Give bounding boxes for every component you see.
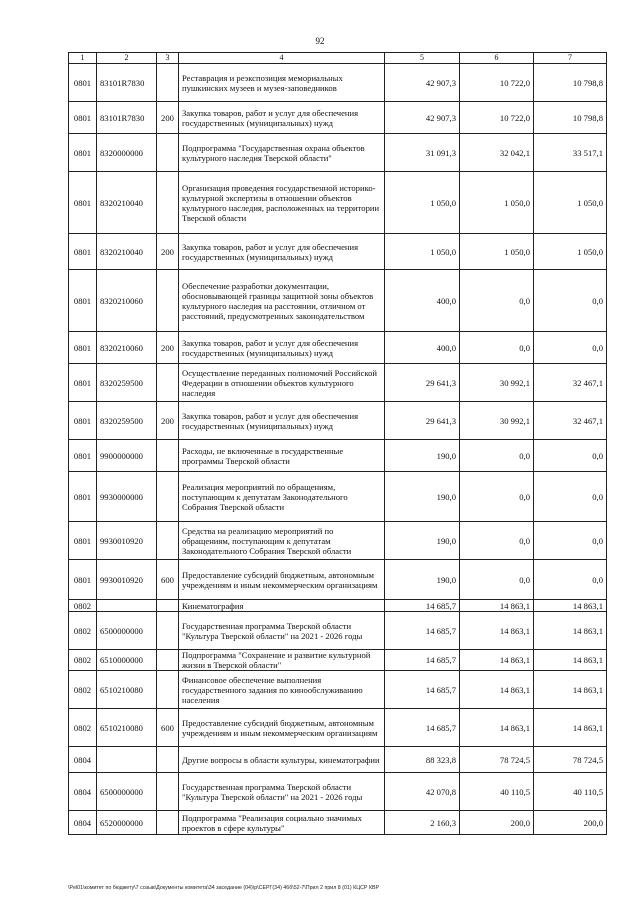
cell-amount-2: 1 050,0: [460, 234, 534, 270]
cell-amount-1: 42 907,3: [385, 64, 460, 102]
cell-expense-type: [157, 440, 179, 472]
cell-amount-2: 0,0: [460, 560, 534, 600]
cell-expense-type: [157, 522, 179, 560]
cell-expense-type: 600: [157, 560, 179, 600]
cell-description: Организация проведения государственной историко-культурной экспертизы в отношении объектов культурного наследия, расположенных на территории Тверской области: [179, 172, 385, 234]
cell-expense-type: [157, 747, 179, 773]
cell-description: Предоставление субсидий бюджетным, автономным учреждениям и иным некоммерческим организациям: [179, 560, 385, 600]
cell-description: Средства на реализацию мероприятий по обращениям, поступающим к депутатам Законодательного Собрания Тверской области: [179, 522, 385, 560]
cell-amount-3: 10 798,8: [534, 102, 607, 134]
cell-amount-1: 29 641,3: [385, 364, 460, 402]
cell-description: Финансовое обеспечение выполнения государственного задания по кинообслуживанию населения: [179, 671, 385, 709]
cell-amount-1: 14 685,7: [385, 671, 460, 709]
cell-amount-3: 0,0: [534, 560, 607, 600]
cell-amount-1: 14 685,7: [385, 612, 460, 650]
cell-section: 0801: [69, 440, 97, 472]
cell-amount-2: 200,0: [460, 811, 534, 835]
table-row: [69, 102, 607, 134]
cell-target-code: 8320259500: [97, 402, 157, 440]
table-row: [69, 747, 607, 773]
cell-section: 0801: [69, 332, 97, 364]
cell-target-code: [97, 747, 157, 773]
cell-amount-2: 0,0: [460, 472, 534, 522]
table-row: [69, 440, 607, 472]
cell-section: 0802: [69, 612, 97, 650]
cell-description: Реставрация и реэкспозиция мемориальных пушкинских музеев и музея-заповедников: [179, 64, 385, 102]
cell-section: 0801: [69, 172, 97, 234]
table-row: [69, 234, 607, 270]
cell-amount-3: 33 517,1: [534, 134, 607, 172]
cell-target-code: 6520000000: [97, 811, 157, 835]
cell-target-code: 83101R7830: [97, 102, 157, 134]
cell-target-code: 83101R7830: [97, 64, 157, 102]
cell-amount-1: 14 685,7: [385, 650, 460, 671]
table-row: [69, 773, 607, 811]
cell-description: Государственная программа Тверской области "Культура Тверской области" на 2021 - 2026 годы: [179, 612, 385, 650]
cell-amount-3: 0,0: [534, 440, 607, 472]
cell-description: Закупка товаров, работ и услуг для обеспечения государственных (муниципальных) нужд: [179, 102, 385, 134]
cell-amount-2: 0,0: [460, 332, 534, 364]
cell-description: Предоставление субсидий бюджетным, автономным учреждениям и иным некоммерческим организациям: [179, 709, 385, 747]
cell-amount-1: 29 641,3: [385, 402, 460, 440]
header-cell: 1: [69, 53, 97, 64]
table-row: [69, 134, 607, 172]
cell-amount-3: 0,0: [534, 270, 607, 332]
cell-amount-2: 10 722,0: [460, 102, 534, 134]
cell-amount-3: 32 467,1: [534, 402, 607, 440]
cell-expense-type: [157, 773, 179, 811]
header-cell: 3: [157, 53, 179, 64]
cell-amount-3: 40 110,5: [534, 773, 607, 811]
table-row: [69, 270, 607, 332]
cell-amount-3: 14 863,1: [534, 671, 607, 709]
table-row: [69, 709, 607, 747]
cell-target-code: [97, 600, 157, 612]
cell-amount-3: 0,0: [534, 472, 607, 522]
cell-amount-3: 0,0: [534, 522, 607, 560]
cell-target-code: 8320259500: [97, 364, 157, 402]
cell-amount-1: 1 050,0: [385, 234, 460, 270]
cell-amount-1: 190,0: [385, 472, 460, 522]
cell-amount-3: 10 798,8: [534, 64, 607, 102]
cell-target-code: 6500000000: [97, 612, 157, 650]
footer-path: \Pel01\комитет по бюджету\7 созыв\Документы комитета\34 заседание (04)\р\СЕРГ(34) 46б\52-7\Прил 2 прил 8 (01) КЦСР КВР: [68, 885, 380, 891]
table-row: [69, 64, 607, 102]
cell-target-code: 6500000000: [97, 773, 157, 811]
cell-amount-1: 31 091,3: [385, 134, 460, 172]
cell-description: Закупка товаров, работ и услуг для обеспечения государственных (муниципальных) нужд: [179, 234, 385, 270]
cell-amount-1: 42 907,3: [385, 102, 460, 134]
table-row: [69, 811, 607, 835]
cell-amount-2: 30 992,1: [460, 364, 534, 402]
cell-description: Подпрограмма "Сохранение и развитие культурной жизни в Тверской области": [179, 650, 385, 671]
table-row: [69, 332, 607, 364]
cell-amount-1: 88 323,8: [385, 747, 460, 773]
cell-section: 0801: [69, 64, 97, 102]
cell-expense-type: [157, 600, 179, 612]
cell-target-code: 8320210060: [97, 332, 157, 364]
cell-expense-type: [157, 134, 179, 172]
page-number: 92: [315, 36, 325, 46]
cell-target-code: 8320210060: [97, 270, 157, 332]
cell-amount-3: 14 863,1: [534, 612, 607, 650]
cell-amount-1: 14 685,7: [385, 600, 460, 612]
cell-amount-2: 14 863,1: [460, 612, 534, 650]
table-row: [69, 472, 607, 522]
cell-expense-type: [157, 811, 179, 835]
cell-section: 0804: [69, 773, 97, 811]
cell-amount-2: 0,0: [460, 440, 534, 472]
cell-amount-1: 190,0: [385, 560, 460, 600]
cell-expense-type: [157, 671, 179, 709]
table-row: [69, 612, 607, 650]
cell-description: Осуществление переданных полномочий Российской Федерации в отношении объектов культурного наследия: [179, 364, 385, 402]
cell-target-code: 8320210040: [97, 234, 157, 270]
cell-amount-2: 14 863,1: [460, 650, 534, 671]
cell-expense-type: 600: [157, 709, 179, 747]
cell-description: Кинематография: [179, 600, 385, 612]
cell-expense-type: [157, 270, 179, 332]
cell-section: 0801: [69, 234, 97, 270]
cell-section: 0801: [69, 472, 97, 522]
cell-expense-type: [157, 172, 179, 234]
cell-amount-3: 1 050,0: [534, 234, 607, 270]
cell-target-code: 8320210040: [97, 172, 157, 234]
cell-description: Реализация мероприятий по обращениям, поступающим к депутатам Законодательного Собрания Тверской области: [179, 472, 385, 522]
table-row: [69, 600, 607, 612]
cell-section: 0801: [69, 402, 97, 440]
cell-amount-2: 14 863,1: [460, 600, 534, 612]
cell-amount-1: 2 160,3: [385, 811, 460, 835]
cell-section: 0801: [69, 102, 97, 134]
cell-expense-type: 200: [157, 332, 179, 364]
cell-section: 0801: [69, 364, 97, 402]
cell-expense-type: [157, 612, 179, 650]
cell-amount-3: 14 863,1: [534, 650, 607, 671]
cell-description: Подпрограмма "Государственная охрана объектов культурного наследия Тверской области": [179, 134, 385, 172]
cell-amount-2: 14 863,1: [460, 671, 534, 709]
cell-section: 0802: [69, 671, 97, 709]
header-cell: 7: [534, 53, 607, 64]
cell-amount-3: 1 050,0: [534, 172, 607, 234]
table-row: [69, 671, 607, 709]
table-row: [69, 522, 607, 560]
cell-expense-type: [157, 650, 179, 671]
cell-amount-2: 78 724,5: [460, 747, 534, 773]
cell-target-code: 9930000000: [97, 472, 157, 522]
cell-amount-2: 30 992,1: [460, 402, 534, 440]
cell-amount-1: 42 070,8: [385, 773, 460, 811]
cell-amount-3: 32 467,1: [534, 364, 607, 402]
cell-description: Другие вопросы в области культуры, кинематографии: [179, 747, 385, 773]
cell-amount-3: 200,0: [534, 811, 607, 835]
cell-section: 0802: [69, 600, 97, 612]
cell-amount-2: 0,0: [460, 270, 534, 332]
cell-description: Закупка товаров, работ и услуг для обеспечения государственных (муниципальных) нужд: [179, 332, 385, 364]
cell-expense-type: 200: [157, 234, 179, 270]
cell-amount-3: 14 863,1: [534, 600, 607, 612]
cell-expense-type: [157, 64, 179, 102]
cell-expense-type: [157, 472, 179, 522]
cell-amount-2: 32 042,1: [460, 134, 534, 172]
cell-amount-3: 0,0: [534, 332, 607, 364]
cell-expense-type: 200: [157, 102, 179, 134]
cell-section: 0804: [69, 747, 97, 773]
cell-amount-1: 400,0: [385, 332, 460, 364]
budget-table: [68, 52, 607, 835]
cell-description: Расходы, не включенные в государственные программы Тверской области: [179, 440, 385, 472]
cell-amount-1: 190,0: [385, 522, 460, 560]
cell-target-code: 6510000000: [97, 650, 157, 671]
cell-expense-type: [157, 364, 179, 402]
cell-amount-2: 40 110,5: [460, 773, 534, 811]
cell-amount-3: 14 863,1: [534, 709, 607, 747]
table-row: [69, 172, 607, 234]
cell-amount-1: 1 050,0: [385, 172, 460, 234]
header-cell: 4: [179, 53, 385, 64]
cell-amount-2: 10 722,0: [460, 64, 534, 102]
cell-expense-type: 200: [157, 402, 179, 440]
table-header-row: [69, 53, 607, 64]
cell-section: 0801: [69, 560, 97, 600]
header-cell: 6: [460, 53, 534, 64]
header-cell: 5: [385, 53, 460, 64]
cell-target-code: 8320000000: [97, 134, 157, 172]
cell-section: 0804: [69, 811, 97, 835]
cell-target-code: 6510210080: [97, 709, 157, 747]
table-row: [69, 650, 607, 671]
cell-amount-1: 190,0: [385, 440, 460, 472]
cell-amount-1: 14 685,7: [385, 709, 460, 747]
cell-target-code: 6510210080: [97, 671, 157, 709]
cell-amount-2: 1 050,0: [460, 172, 534, 234]
table-row: [69, 402, 607, 440]
cell-description: Государственная программа Тверской области "Культура Тверской области" на 2021 - 2026 годы: [179, 773, 385, 811]
cell-amount-3: 78 724,5: [534, 747, 607, 773]
cell-section: 0801: [69, 522, 97, 560]
cell-section: 0801: [69, 134, 97, 172]
table-row: [69, 560, 607, 600]
cell-section: 0802: [69, 709, 97, 747]
cell-description: Подпрограмма "Реализация социально значимых проектов в сфере культуры": [179, 811, 385, 835]
cell-section: 0801: [69, 270, 97, 332]
cell-amount-2: 0,0: [460, 522, 534, 560]
cell-amount-1: 400,0: [385, 270, 460, 332]
cell-target-code: 9930010920: [97, 560, 157, 600]
table-row: [69, 364, 607, 402]
cell-amount-2: 14 863,1: [460, 709, 534, 747]
header-cell: 2: [97, 53, 157, 64]
cell-target-code: 9900000000: [97, 440, 157, 472]
cell-description: Обеспечение разработки документации, обосновывающей границы защитной зоны объектов культурного наследия на расстоянии, отличном от расстояний, предусмотренных законодательством: [179, 270, 385, 332]
cell-description: Закупка товаров, работ и услуг для обеспечения государственных (муниципальных) нужд: [179, 402, 385, 440]
cell-target-code: 9930010920: [97, 522, 157, 560]
cell-section: 0802: [69, 650, 97, 671]
